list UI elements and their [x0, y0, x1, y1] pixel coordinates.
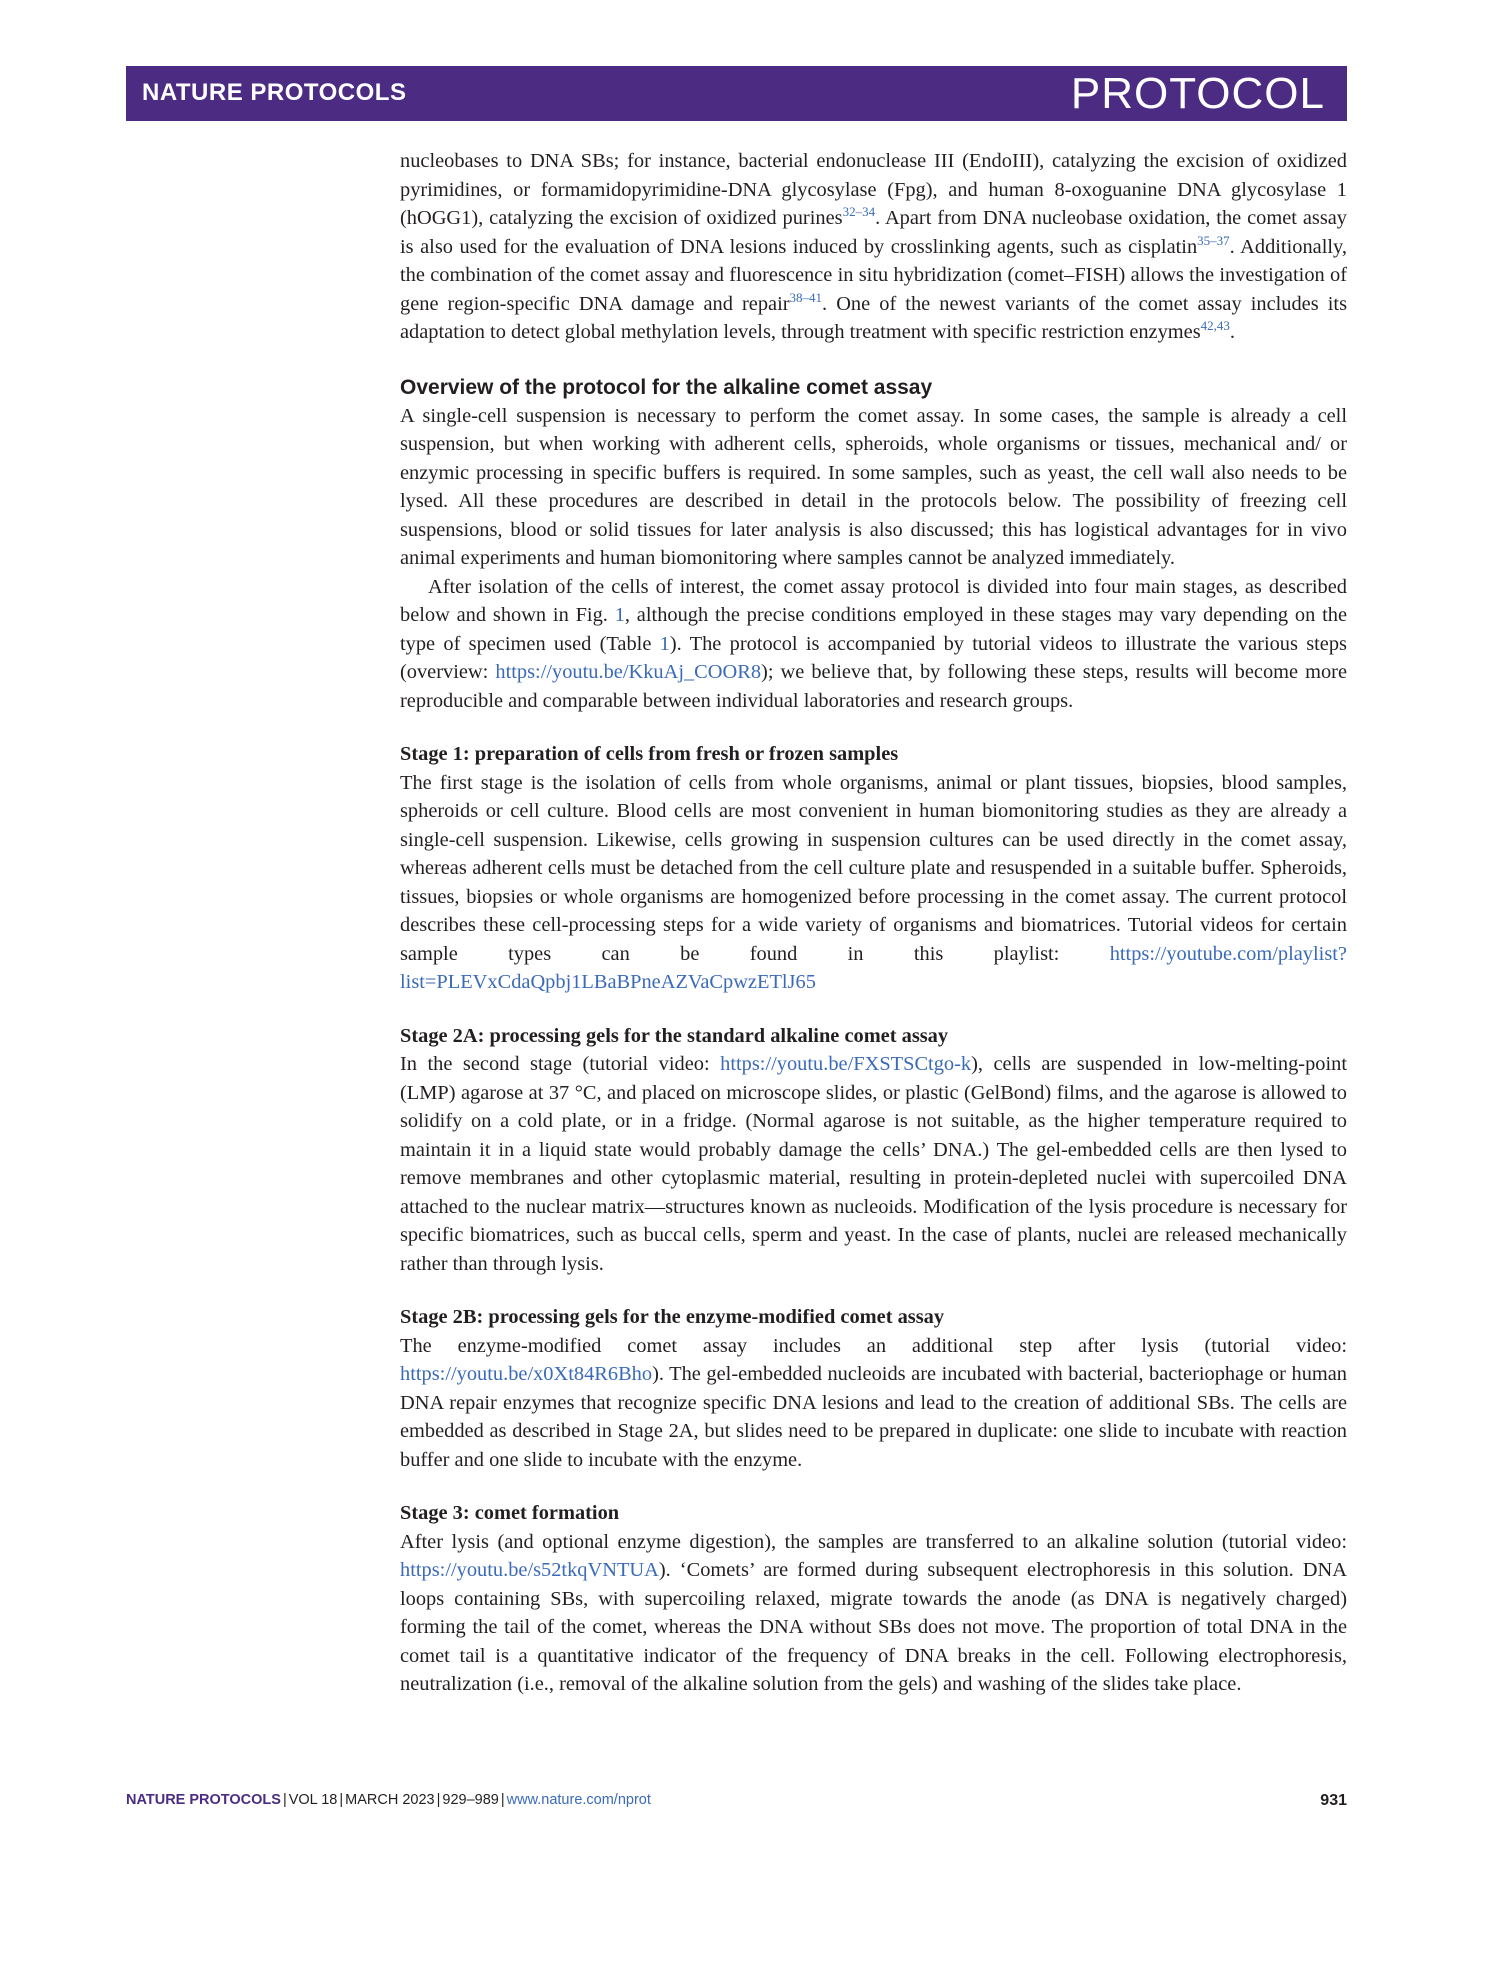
footer-separator: | — [339, 1792, 344, 1808]
article-type-label: PROTOCOL — [1070, 69, 1325, 118]
stage-1-heading: Stage 1: preparation of cells from fresh or frozen samples — [400, 743, 899, 765]
section-heading-overview: Overview of the protocol for the alkaline comet assay — [400, 375, 933, 399]
citation-link[interactable]: 35–37 — [1197, 232, 1230, 248]
stage-2a-heading: Stage 2A: processing gels for the standard alkaline comet assay — [400, 1024, 949, 1047]
footer-volume: VOL 18 — [288, 1792, 338, 1808]
citation-link[interactable]: 42,43 — [1200, 318, 1230, 333]
footer-journal-name: NATURE PROTOCOLS — [126, 1792, 281, 1808]
table-link[interactable]: 1 — [659, 632, 670, 655]
overview-paragraph-1: A single-cell suspension is necessary to perform the comet assay. In some cases, the sample is already a cell suspension, but when working with adherent cells, spheroids, whole organisms or tissues, mechanical and/ or enzymic processing in specific buffers is required. In some samples, such as yeast, the cell wall also needs to be lysed. All these procedures are described in detail in the protocols below. The possibility of freezing cell suspensions, blood or solid tissues for later analysis is also discussed; this has logistical advantages for in vivo animal experiments and human biomonitoring where samples cannot be analyzed immediately. — [400, 404, 1347, 569]
journal-header-bar — [126, 66, 1347, 121]
stage-3-paragraph: After lysis (and optional enzyme digestion), the samples are transferred to an alkaline solution (tutorial video: https://youtu.be/s52tkqVNTUA). ‘Comets’ are formed during subsequent electrophoresis in this solution. DNA loops containing SBs, with supercoiling relaxed, migrate towards the anode (as DNA is negatively charged) forming the tail of the comet, whereas the DNA without SBs does not move. The proportion of total DNA in the comet tail is a quantitative indicator of the frequency of DNA breaks in the cell. Following electrophoresis, neutralization (i.e., removal of the alkaline solution from the gels) and washing of the slides take place. — [400, 1530, 1347, 1695]
citation-link[interactable]: 32–34 — [842, 204, 876, 219]
stage-2b-heading: Stage 2B: processing gels for the enzyme-modified comet assay — [400, 1306, 945, 1328]
footer-journal-url[interactable]: www.nature.com/nprot — [506, 1792, 651, 1808]
article-body — [400, 147, 1347, 1699]
citation-link[interactable]: 38–41 — [789, 289, 823, 305]
stage-2a-paragraph: In the second stage (tutorial video: https://youtu.be/FXSTSCtgo-k), cells are suspended in low-melting-point (LMP) agarose at 37 °C, and placed on microscope slides, or plastic (GelBond) films, and the agarose is allowed to solidify on a cold plate, or in a fridge. (Normal agarose is not suitable, as the higher temperature required to maintain it in a liquid state would probably damage the cells’ DNA.) The gel-embedded cells are then lysed to remove membranes and other cytoplasmic material, resulting in protein-depleted nuclei with supercoiled DNA attached to the nuclear matrix—structures known as nucleoids. Modification of the lysis procedure is necessary for specific biomatrices, such as buccal cells, sperm and yeast. In the case of plants, nuclei are released mechanically rather than through lysis. — [400, 1053, 1347, 1275]
footer-separator: | — [282, 1792, 287, 1808]
stage-2a-video-link[interactable]: https://youtu.be/FXSTSCtgo-k — [720, 1053, 972, 1075]
stage-1-paragraph: The first stage is the isolation of cells from whole organisms, animal or plant tissues, biopsies, blood samples, spheroids or cell culture. Blood cells are most convenient in human biomonitoring studies as they are already a single-cell suspension. Likewise, cells growing in suspension cultures can be used directly in the comet assay, whereas adherent cells must be detached from the cell culture plate and resuspended in a suitable buffer. Spheroids, tissues, biopsies or whole organisms are homogenized before processing in the comet assay. The current protocol describes these cell-processing steps for a wide variety of organisms and biomatrices. Tutorial videos for certain sample types can be found in this playlist: https://youtube.com/playlist?list=PLEVxCdaQpbj1LBaBPneAZVaCpwzETlJ65 — [400, 771, 1347, 993]
footer-date: MARCH 2023 — [345, 1792, 435, 1808]
page-number: 931 — [1320, 1792, 1347, 1809]
playlist-link[interactable]: https://youtube.com/playlist?list=PLEVxCdaQpbj1LBaBPneAZVaCpwzETlJ65 — [400, 942, 1347, 993]
journal-name: NATURE PROTOCOLS — [142, 79, 407, 106]
footer-pages: 929–989 — [442, 1792, 499, 1808]
overview-video-link[interactable]: https://youtu.be/KkuAj_COOR8 — [495, 661, 762, 683]
page-footer — [126, 1792, 1347, 1816]
figure-link[interactable]: 1 — [614, 604, 625, 626]
stage-3-heading: Stage 3: comet formation — [400, 1502, 620, 1524]
intro-paragraph: nucleobases to DNA SBs; for instance, bacterial endonuclease III (EndoIII), catalyzing the excision of oxidized pyrimidines, or formamidopyrimidine-DNA glycosylase (Fpg), and human 8-oxoguanine DNA glycosylase 1 (hOGG1), catalyzing the excision of oxidized purines$^{32-34}$. Apart from DNA nucleobase oxidation, the comet assay is also used for the evaluation of DNA lesions induced by crosslinking agents, such as cisplatin$^{35-37}$. Additionally, the combination of the comet assay and fluorescence in situ hybridization (comet–FISH) allows the investigation of gene region-specific DNA damage and repair$^{38-41}$. One of the newest variants of the comet assay includes its adaptation to detect global methylation levels, through treatment with specific restriction enzymes$^{42,43}$. — [400, 150, 1348, 343]
stage-3-video-link[interactable]: https://youtu.be/s52tkqVNTUA — [400, 1559, 659, 1581]
overview-paragraph-2: After isolation of the cells of interest, the comet assay protocol is divided into four main stages, as described below and shown in Fig. 1, although the precise conditions employed in these stages may vary depending on the type of specimen used (Table 1). The protocol is accompanied by tutorial videos to illustrate the various steps (overview: https://youtu.be/KkuAj_COOR8); we believe that, by following these steps, results will become more reproducible and comparable between individual laboratories and research groups. — [400, 575, 1347, 712]
stage-2b-paragraph: The enzyme-modified comet assay includes an additional step after lysis (tutorial video: https://youtu.be/x0Xt84R6Bho). The gel-embedded nucleoids are incubated with bacterial, bacteriophage or human DNA repair enzymes that recognize specific DNA lesions and lead to the creation of additional SBs. The cells are embedded as described in Stage 2A, but slides need to be prepared in duplicate: one slide to incubate with reaction buffer and one slide to incubate with the enzyme. — [400, 1334, 1347, 1471]
stage-2b-video-link[interactable]: https://youtu.be/x0Xt84R6Bho — [400, 1363, 653, 1385]
footer-separator: | — [500, 1792, 505, 1808]
footer-separator: | — [436, 1792, 441, 1808]
